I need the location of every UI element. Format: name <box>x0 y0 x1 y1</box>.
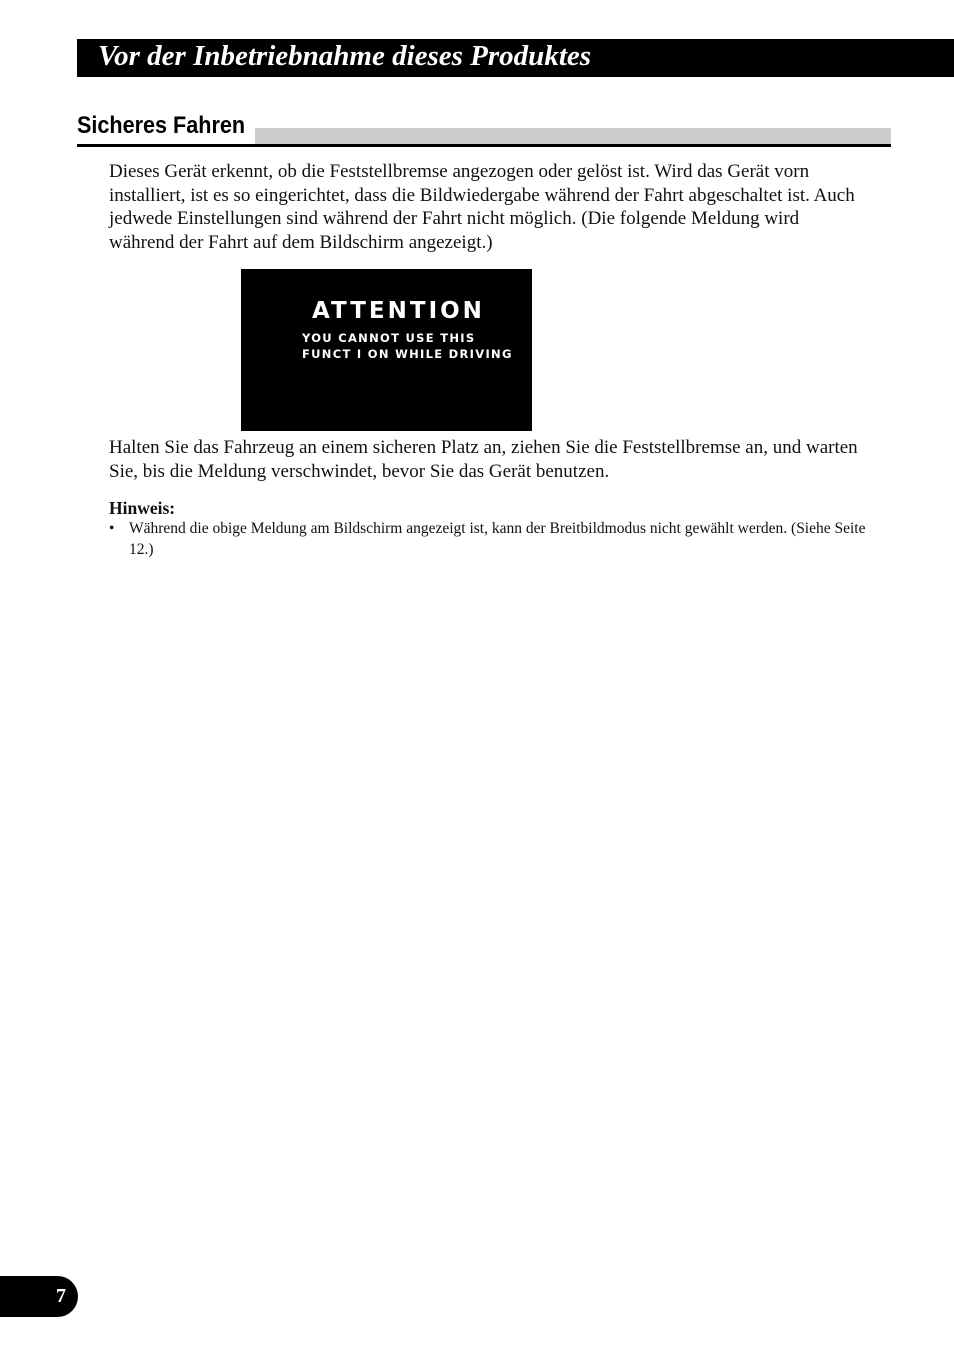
section-header-rule <box>77 144 891 147</box>
intro-paragraph: Dieses Gerät erkennt, ob die Feststellbremse angezogen oder gelöst ist. Wird das Gerät vorn installiert, ist es so eingerichtet, dass die Bildwiedergabe während der Fahrt abgeschaltet ist. Auch jedwede Einstellungen sind während der Fahrt nicht möglich. (Die folgende Meldung wird während der Fahrt auf dem Bildschirm angezeigt.) <box>109 161 855 253</box>
page-number-tab <box>0 1276 78 1317</box>
section-title: Sicheres Fahren <box>77 112 246 139</box>
instruction-paragraph: Halten Sie das Fahrzeug an einem sicheren Platz an, ziehen Sie die Feststellbremse an, und warten Sie, bis die Meldung verschwindet, bevor Sie das Gerät benutzen. <box>109 437 858 482</box>
screen-message-line-2: FUNCT I ON WHILE DRIVING <box>302 347 513 361</box>
attention-screen-image <box>241 269 532 431</box>
chapter-header-bar <box>77 39 954 77</box>
screen-heading: ATTENTION <box>312 298 485 324</box>
note-list-item <box>109 519 869 560</box>
section-header-shade <box>255 128 891 144</box>
section-header <box>77 108 891 148</box>
chapter-title: Vor der Inbetriebnahme dieses Produktes <box>98 40 592 72</box>
note-label: Hinweis: <box>109 498 176 518</box>
page-number: 7 <box>56 1285 66 1307</box>
bullet-icon: • <box>109 520 115 537</box>
screen-message-line-1: YOU CANNOT USE THIS <box>302 331 476 345</box>
note-text: Während die obige Meldung am Bildschirm angezeigt ist, kann der Breitbildmodus nicht gewählt werden. (Siehe Seite 12.) <box>129 520 866 558</box>
